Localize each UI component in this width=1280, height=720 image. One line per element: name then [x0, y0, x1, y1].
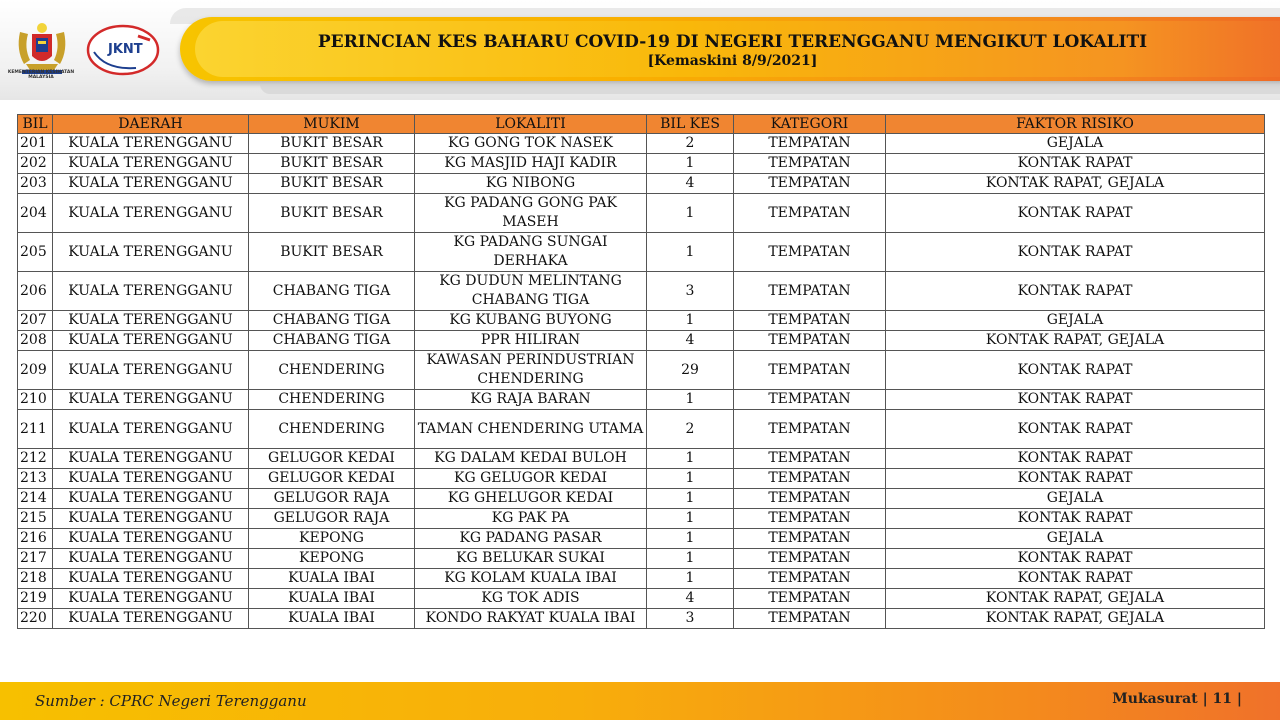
column-header-faktor-risiko: FAKTOR RISIKO: [886, 115, 1265, 134]
cell-kategori: TEMPATAN: [734, 311, 886, 331]
jknt-logo: [86, 24, 160, 76]
jknt-logo-text: JKNT: [108, 42, 143, 57]
cell-bil: 201: [18, 134, 53, 154]
cell-faktor-risiko: KONTAK RAPAT: [886, 351, 1265, 390]
table-row: [18, 529, 1265, 549]
cell-lokaliti: KG PADANG GONG PAK MASEH: [415, 194, 647, 233]
cell-mukim: CHABANG TIGA: [249, 311, 415, 331]
column-header-bil: BIL: [18, 115, 53, 134]
cell-faktor-risiko: GEJALA: [886, 134, 1265, 154]
cell-lokaliti: KG DUDUN MELINTANG CHABANG TIGA: [415, 272, 647, 311]
cell-kategori: TEMPATAN: [734, 449, 886, 469]
cell-mukim: GELUGOR KEDAI: [249, 469, 415, 489]
cell-faktor-risiko: KONTAK RAPAT: [886, 390, 1265, 410]
cell-bil-kes: 1: [647, 233, 734, 272]
table-row: [18, 489, 1265, 509]
cell-bil-kes: 3: [647, 609, 734, 629]
cell-mukim: BUKIT BESAR: [249, 174, 415, 194]
cell-mukim: BUKIT BESAR: [249, 154, 415, 174]
table-row: [18, 509, 1265, 529]
cell-bil-kes: 1: [647, 154, 734, 174]
page-title: PERINCIAN KES BAHARU COVID-19 DI NEGERI TERENGGANU MENGIKUT LOKALITI: [317, 32, 1148, 52]
table-row: [18, 154, 1265, 174]
table-row: [18, 331, 1265, 351]
cell-bil-kes: 2: [647, 410, 734, 449]
column-header-mukim: MUKIM: [249, 115, 415, 134]
cell-kategori: TEMPATAN: [734, 509, 886, 529]
cell-mukim: BUKIT BESAR: [249, 134, 415, 154]
cell-daerah: KUALA TERENGGANU: [53, 469, 249, 489]
cell-lokaliti: PPR HILIRAN: [415, 331, 647, 351]
cell-bil-kes: 4: [647, 331, 734, 351]
cell-daerah: KUALA TERENGGANU: [53, 529, 249, 549]
cell-daerah: KUALA TERENGGANU: [53, 589, 249, 609]
cell-bil: 210: [18, 390, 53, 410]
cell-daerah: KUALA TERENGGANU: [53, 134, 249, 154]
cell-kategori: TEMPATAN: [734, 134, 886, 154]
cell-mukim: GELUGOR KEDAI: [249, 449, 415, 469]
cell-faktor-risiko: KONTAK RAPAT, GEJALA: [886, 609, 1265, 629]
cell-bil-kes: 1: [647, 311, 734, 331]
column-header-bil-kes: BIL KES: [647, 115, 734, 134]
page-subtitle: [Kemaskini 8/9/2021]: [647, 53, 818, 69]
cell-daerah: KUALA TERENGGANU: [53, 194, 249, 233]
cell-faktor-risiko: KONTAK RAPAT: [886, 449, 1265, 469]
cell-kategori: TEMPATAN: [734, 569, 886, 589]
cell-faktor-risiko: GEJALA: [886, 489, 1265, 509]
cell-lokaliti: KG PADANG SUNGAI DERHAKA: [415, 233, 647, 272]
cell-lokaliti: KONDO RAKYAT KUALA IBAI: [415, 609, 647, 629]
cell-faktor-risiko: KONTAK RAPAT, GEJALA: [886, 331, 1265, 351]
cell-kategori: TEMPATAN: [734, 529, 886, 549]
cell-bil: 202: [18, 154, 53, 174]
cell-bil: 209: [18, 351, 53, 390]
cell-bil: 205: [18, 233, 53, 272]
cell-daerah: KUALA TERENGGANU: [53, 489, 249, 509]
cell-bil-kes: 4: [647, 589, 734, 609]
cell-kategori: TEMPATAN: [734, 154, 886, 174]
cell-daerah: KUALA TERENGGANU: [53, 410, 249, 449]
cell-daerah: KUALA TERENGGANU: [53, 331, 249, 351]
cell-mukim: KEPONG: [249, 549, 415, 569]
cell-faktor-risiko: KONTAK RAPAT: [886, 469, 1265, 489]
cell-kategori: TEMPATAN: [734, 609, 886, 629]
cell-lokaliti: KG TOK ADIS: [415, 589, 647, 609]
cases-table: [17, 114, 1265, 629]
cell-mukim: CHENDERING: [249, 351, 415, 390]
cell-mukim: KUALA IBAI: [249, 589, 415, 609]
table-row: [18, 589, 1265, 609]
cell-bil-kes: 1: [647, 569, 734, 589]
cell-lokaliti: KG BELUKAR SUKAI: [415, 549, 647, 569]
cell-lokaliti: KG DALAM KEDAI BULOH: [415, 449, 647, 469]
cell-bil: 213: [18, 469, 53, 489]
column-header-kategori: KATEGORI: [734, 115, 886, 134]
cell-mukim: CHENDERING: [249, 390, 415, 410]
cell-faktor-risiko: GEJALA: [886, 311, 1265, 331]
cell-mukim: CHABANG TIGA: [249, 331, 415, 351]
table-row: [18, 351, 1265, 390]
cell-mukim: BUKIT BESAR: [249, 233, 415, 272]
table-row: [18, 569, 1265, 589]
cell-faktor-risiko: KONTAK RAPAT: [886, 233, 1265, 272]
cell-faktor-risiko: KONTAK RAPAT, GEJALA: [886, 589, 1265, 609]
cell-bil: 211: [18, 410, 53, 449]
table-row: [18, 134, 1265, 154]
cell-lokaliti: KG GELUGOR KEDAI: [415, 469, 647, 489]
cell-bil: 218: [18, 569, 53, 589]
cell-faktor-risiko: KONTAK RAPAT: [886, 410, 1265, 449]
table-header-row: [18, 115, 1265, 134]
table-row: [18, 311, 1265, 331]
cell-mukim: BUKIT BESAR: [249, 194, 415, 233]
cell-faktor-risiko: KONTAK RAPAT: [886, 272, 1265, 311]
cell-bil: 216: [18, 529, 53, 549]
table-row: [18, 609, 1265, 629]
table-row: [18, 390, 1265, 410]
cell-daerah: KUALA TERENGGANU: [53, 549, 249, 569]
cell-daerah: KUALA TERENGGANU: [53, 351, 249, 390]
cell-daerah: KUALA TERENGGANU: [53, 272, 249, 311]
cell-faktor-risiko: GEJALA: [886, 529, 1265, 549]
header-swoosh-bottom: [260, 84, 1280, 94]
cell-kategori: TEMPATAN: [734, 549, 886, 569]
cell-lokaliti: KG KOLAM KUALA IBAI: [415, 569, 647, 589]
cell-lokaliti: KG PADANG PASAR: [415, 529, 647, 549]
cell-daerah: KUALA TERENGGANU: [53, 311, 249, 331]
cell-bil-kes: 1: [647, 390, 734, 410]
cell-kategori: TEMPATAN: [734, 489, 886, 509]
cell-faktor-risiko: KONTAK RAPAT: [886, 154, 1265, 174]
cell-lokaliti: KG MASJID HAJI KADIR: [415, 154, 647, 174]
cell-daerah: KUALA TERENGGANU: [53, 233, 249, 272]
table-row: [18, 194, 1265, 233]
cell-bil: 214: [18, 489, 53, 509]
cell-bil: 217: [18, 549, 53, 569]
cell-daerah: KUALA TERENGGANU: [53, 390, 249, 410]
cell-kategori: TEMPATAN: [734, 589, 886, 609]
cell-bil-kes: 1: [647, 489, 734, 509]
cell-faktor-risiko: KONTAK RAPAT: [886, 194, 1265, 233]
cell-daerah: KUALA TERENGGANU: [53, 449, 249, 469]
footer-page-number: Mukasurat | 11 |: [1112, 691, 1242, 707]
cell-mukim: GELUGOR RAJA: [249, 489, 415, 509]
table-row: [18, 410, 1265, 449]
table-row: [18, 449, 1265, 469]
cell-lokaliti: KG GHELUGOR KEDAI: [415, 489, 647, 509]
cell-bil: 207: [18, 311, 53, 331]
table-row: [18, 469, 1265, 489]
cell-bil-kes: 1: [647, 449, 734, 469]
cell-kategori: TEMPATAN: [734, 272, 886, 311]
cell-bil: 203: [18, 174, 53, 194]
cell-lokaliti: KG GONG TOK NASEK: [415, 134, 647, 154]
column-header-lokaliti: LOKALITI: [415, 115, 647, 134]
footer-source: Sumber : CPRC Negeri Terengganu: [35, 692, 307, 710]
cell-bil-kes: 1: [647, 469, 734, 489]
cell-bil-kes: 3: [647, 272, 734, 311]
table-row: [18, 174, 1265, 194]
cell-kategori: TEMPATAN: [734, 174, 886, 194]
cell-daerah: KUALA TERENGGANU: [53, 509, 249, 529]
cell-mukim: GELUGOR RAJA: [249, 509, 415, 529]
cell-lokaliti: KG PAK PA: [415, 509, 647, 529]
cell-kategori: TEMPATAN: [734, 351, 886, 390]
cell-daerah: KUALA TERENGGANU: [53, 154, 249, 174]
cell-bil: 208: [18, 331, 53, 351]
cell-daerah: KUALA TERENGGANU: [53, 609, 249, 629]
cell-bil-kes: 1: [647, 509, 734, 529]
cell-daerah: KUALA TERENGGANU: [53, 569, 249, 589]
cell-mukim: CHENDERING: [249, 410, 415, 449]
cell-bil-kes: 4: [647, 174, 734, 194]
cell-daerah: KUALA TERENGGANU: [53, 174, 249, 194]
cell-bil: 219: [18, 589, 53, 609]
cell-bil-kes: 1: [647, 529, 734, 549]
cell-mukim: KEPONG: [249, 529, 415, 549]
cell-kategori: TEMPATAN: [734, 331, 886, 351]
cell-faktor-risiko: KONTAK RAPAT: [886, 509, 1265, 529]
cell-kategori: TEMPATAN: [734, 390, 886, 410]
cell-bil: 215: [18, 509, 53, 529]
cell-mukim: CHABANG TIGA: [249, 272, 415, 311]
cell-bil: 220: [18, 609, 53, 629]
cell-faktor-risiko: KONTAK RAPAT: [886, 549, 1265, 569]
cell-bil: 204: [18, 194, 53, 233]
cell-lokaliti: TAMAN CHENDERING UTAMA: [415, 410, 647, 449]
cell-bil: 206: [18, 272, 53, 311]
cell-lokaliti: KG RAJA BARAN: [415, 390, 647, 410]
cell-bil: 212: [18, 449, 53, 469]
cell-lokaliti: KG KUBANG BUYONG: [415, 311, 647, 331]
cell-kategori: TEMPATAN: [734, 469, 886, 489]
cell-faktor-risiko: KONTAK RAPAT: [886, 569, 1265, 589]
cell-lokaliti: KAWASAN PERINDUSTRIAN CHENDERING: [415, 351, 647, 390]
column-header-daerah: DAERAH: [53, 115, 249, 134]
ministry-logo-text: KEMENTERIAN KESIHATAN MALAYSIA: [7, 70, 75, 80]
cell-kategori: TEMPATAN: [734, 410, 886, 449]
cell-kategori: TEMPATAN: [734, 194, 886, 233]
cell-bil-kes: 29: [647, 351, 734, 390]
table-row: [18, 549, 1265, 569]
cell-bil-kes: 1: [647, 549, 734, 569]
cell-bil-kes: 2: [647, 134, 734, 154]
cell-mukim: KUALA IBAI: [249, 569, 415, 589]
table-body: [18, 134, 1265, 629]
table-row: [18, 233, 1265, 272]
table-row: [18, 272, 1265, 311]
cell-kategori: TEMPATAN: [734, 233, 886, 272]
cell-bil-kes: 1: [647, 194, 734, 233]
cell-lokaliti: KG NIBONG: [415, 174, 647, 194]
cell-mukim: KUALA IBAI: [249, 609, 415, 629]
cell-faktor-risiko: KONTAK RAPAT, GEJALA: [886, 174, 1265, 194]
